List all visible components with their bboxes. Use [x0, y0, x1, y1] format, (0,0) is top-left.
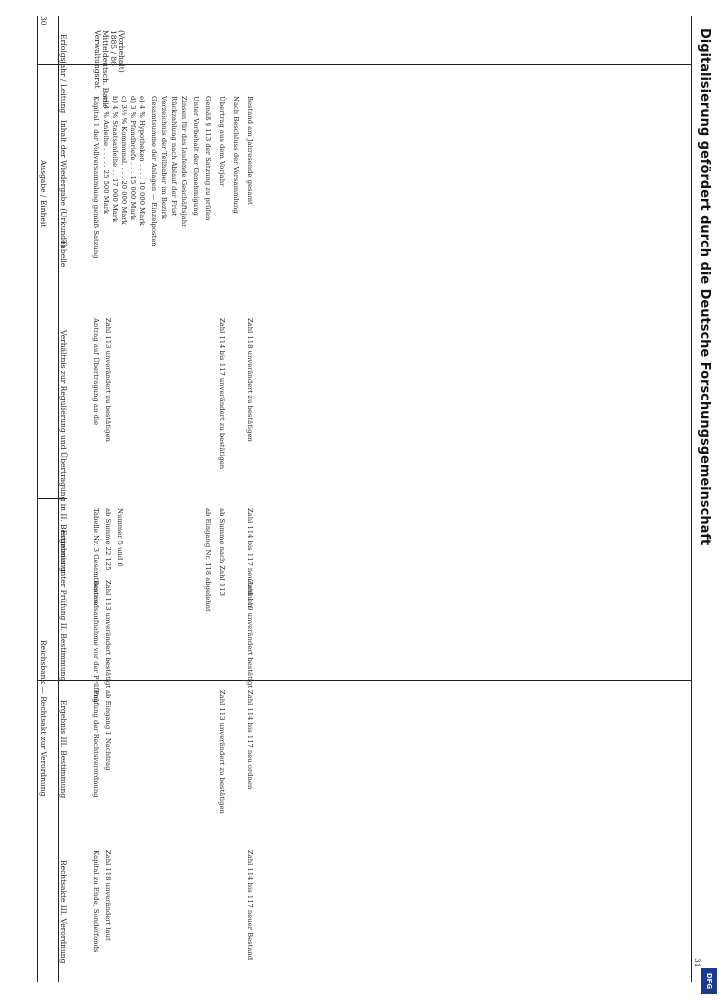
dfg-logo-text: DFG: [705, 972, 713, 990]
left-label: Mitteldeutsch. Bank: [101, 30, 110, 108]
entry-text: Bestandsaufnahme vor der Prüfung: [92, 580, 100, 703]
header-rule: [37, 680, 692, 681]
left-label: 1885 / 86: [109, 30, 118, 66]
entry-text: Zahl 118 unverändert laut: [104, 850, 112, 941]
left-label: (Vorbehalt): [117, 30, 126, 73]
column-rule: [691, 16, 692, 982]
header-ii: Verhältnis zur Regulierung und Übertragung in II. Bestimmung: [59, 330, 68, 572]
entry-text: Zahl 118 unverändert zu bestätigen: [246, 318, 254, 442]
header-rule: [37, 64, 692, 65]
entry-text: Nach Beschluss der Versammlung: [232, 96, 240, 214]
entry-text: Kapital zu Ende, Sonderfonds: [92, 850, 100, 953]
entry-text: b) 4 % Staatsanleihe . . 17 000 Mark: [111, 96, 119, 223]
header-inhalt: Inhalt der Wiedergabe (Urkunde): [59, 120, 68, 248]
column-rule: [37, 16, 38, 982]
running-head-right: Reichsbank — Rechtsakt zur Verordnung: [39, 640, 48, 797]
entry-text: Gesamtsumme der Anlagen — Einzelposten: [150, 96, 158, 247]
entry-text: Gemäß § 113 der Satzung zu prüfen: [204, 96, 212, 221]
entry-text: Zahl 113 unverändert zu bestätigen: [218, 690, 226, 814]
entry-text: Antrag auf Übertragung an die: [92, 318, 100, 426]
entry-text: Zahl 113 unverändert bestätigt: [104, 580, 112, 689]
entry-text: a) 4 % Anleihe . . . . . 25 500 Mark: [102, 96, 110, 215]
entry-text: Tabelle Nr. 3 Gesamtsumme: [92, 508, 100, 606]
page-number-left: 30: [39, 16, 48, 26]
entry-text: Kapital 1 der Vollversammlung gemäß Satzung: [92, 96, 100, 259]
entry-text: Zahl 114 bis 117 neu ordnen: [246, 690, 254, 790]
entry-text: e) 4 % Hypotheken . . . . 10 000 Mark: [138, 96, 146, 226]
header-ergeb-ii: Ergebnis unter Prüfung II. Bestimmung: [59, 530, 68, 682]
entry-text: d) 3 % Pfandbriefe . . . 15 000 Mark: [129, 96, 137, 220]
header-rechts: Rechtsakte III. Verordnung: [59, 860, 68, 964]
entry-text: c) 3½ % Kommunal. . . . 20 000 Mark: [120, 96, 128, 225]
left-label: Verwaltungsrat: [93, 30, 102, 89]
entry-text: Unter Vorbehalt der Genehmigung: [192, 96, 200, 216]
dfg-logo: [701, 968, 717, 994]
entry-text: Bestand am Jahresende gesamt: [246, 96, 254, 205]
entry-text: Nummer 5 und 6: [116, 508, 124, 567]
digitization-banner: Digitalisierung gefördert durch die Deutsche Forschungsgemeinschaft: [697, 28, 712, 546]
entry-text: ab Eingang Nr. 118 abgelehnt: [204, 508, 212, 612]
entry-text: Rückzahlung nach Ablauf der Frist: [170, 96, 178, 217]
page-number-right: 31: [693, 958, 702, 968]
header-ertrag: Erfolgsjahr / Leitung: [59, 34, 68, 114]
header-tabelle: Tabelle: [59, 240, 68, 268]
entry-text: Zahl 114 bis 117 neu ordnen: [246, 508, 254, 608]
entry-text: Zahl 119 unverändert bestätigt: [246, 580, 254, 689]
entry-text: ab Summe nach Zahl 113: [218, 508, 226, 596]
entry-text: ab Eingang 1 Nachtrag: [104, 690, 112, 771]
entry-text: Zahl 113 unverändert zu bestätigen: [104, 318, 112, 442]
entry-text: ab Summe 22 125: [104, 508, 112, 571]
entry-text: Zahl 114 bis 117 neuer Bestand: [246, 850, 254, 961]
entry-text: Zahl 114 bis 117 unverändert zu bestätigen: [218, 318, 226, 470]
entry-text: Zinsen für das laufende Geschäftsjahr: [180, 96, 188, 228]
header-ergeb-iii: Ergebnis III. Bestimmung: [59, 700, 68, 799]
running-head-left: Ausgabe / Einheit: [39, 160, 48, 228]
entry-text: Prüfung der Rechtsverordnung: [92, 690, 100, 798]
entry-text: Verzeichnis der Teilhaber im Bezirk: [160, 96, 168, 220]
entry-text: Übertrag aus dem Vorjahr: [218, 96, 226, 187]
